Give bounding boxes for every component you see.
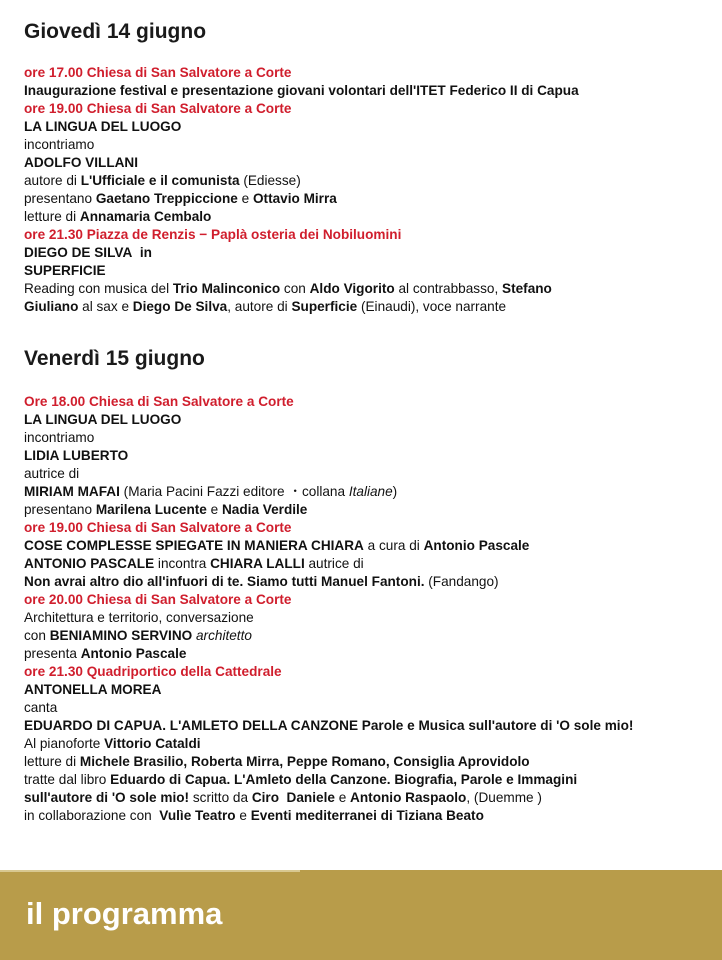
event-line: SUPERFICIE xyxy=(24,263,106,278)
event-time-location: ore 17.00 Chiesa di San Salvatore a Corte xyxy=(24,65,292,80)
event-line: ANTONELLA MOREA xyxy=(24,682,162,697)
event-line: letture di Michele Brasilio, Roberta Mirra, Peppe Romano, Consiglia Aprovidolo xyxy=(24,754,530,769)
event-line: MIRIAM MAFAI (Maria Pacini Fazzi editore ・collana Italiane) xyxy=(24,484,398,499)
event-line: sull'autore di 'O sole mio! scritto da Ciro Daniele e Antonio Raspaolo, (Duemme ) xyxy=(24,790,542,805)
event-line: ANTONIO PASCALE incontra CHIARA LALLI autrice di xyxy=(24,556,364,571)
event-line: Reading con musica del Trio Malinconico con Aldo Vigorito al contrabbasso, Stefano xyxy=(24,281,552,296)
event-time-location: ore 20.00 Chiesa di San Salvatore a Corte xyxy=(24,592,292,607)
event-line: con BENIAMINO SERVINO architetto xyxy=(24,628,252,643)
day-heading-thursday: Giovedì 14 giugno xyxy=(24,20,207,43)
footer-title: il programma xyxy=(26,896,223,931)
event-line: tratte dal libro Eduardo di Capua. L'Amleto della Canzone. Biografia, Parole e Immagini xyxy=(24,772,578,787)
event-time-location: ore 21.30 Quadriportico della Cattedrale xyxy=(24,664,282,679)
event-line: canta xyxy=(24,700,58,715)
footer-divider xyxy=(0,870,300,872)
event-line: incontriamo xyxy=(24,430,95,445)
event-line: ADOLFO VILLANI xyxy=(24,155,139,170)
friday-events xyxy=(24,393,714,825)
event-time-location: ore 19.00 Chiesa di San Salvatore a Corte xyxy=(24,520,292,535)
event-line: presentano Marilena Lucente e Nadia Verdile xyxy=(24,502,308,517)
event-line: letture di Annamaria Cembalo xyxy=(24,209,212,224)
event-line: COSE COMPLESSE SPIEGATE IN MANIERA CHIARA a cura di Antonio Pascale xyxy=(24,538,530,553)
event-line: presentano Gaetano Treppiccione e Ottavio Mirra xyxy=(24,191,337,206)
event-line: presenta Antonio Pascale xyxy=(24,646,187,661)
event-line: incontriamo xyxy=(24,137,95,152)
event-line: DIEGO DE SILVA in xyxy=(24,245,152,260)
event-line: in collaborazione con Vulìe Teatro e Eventi mediterranei di Tiziana Beato xyxy=(24,808,484,823)
footer-banner xyxy=(0,870,722,960)
thursday-events xyxy=(24,64,714,316)
event-line: Non avrai altro dio all'infuori di te. Siamo tutti Manuel Fantoni. (Fandango) xyxy=(24,574,499,589)
event-time-location: ore 21.30 Piazza de Renzis − Paplà osteria dei Nobiluomini xyxy=(24,227,402,242)
event-line: Architettura e territorio, conversazione xyxy=(24,610,254,625)
event-line: Al pianoforte Vittorio Cataldi xyxy=(24,736,201,751)
event-line: autore di L'Ufficiale e il comunista (Ediesse) xyxy=(24,173,301,188)
event-line: EDUARDO DI CAPUA. L'AMLETO DELLA CANZONE Parole e Musica sull'autore di 'O sole mio! xyxy=(24,718,634,733)
event-time-location: Ore 18.00 Chiesa di San Salvatore a Corte xyxy=(24,394,294,409)
event-time-location: ore 19.00 Chiesa di San Salvatore a Corte xyxy=(24,101,292,116)
event-line: Inaugurazione festival e presentazione giovani volontari dell'ITET Federico II di Capua xyxy=(24,83,579,98)
event-line: LA LINGUA DEL LUOGO xyxy=(24,119,182,134)
event-line: autrice di xyxy=(24,466,80,481)
event-line: LA LINGUA DEL LUOGO xyxy=(24,412,182,427)
day-heading-friday: Venerdì 15 giugno xyxy=(24,347,205,370)
event-line: Giuliano al sax e Diego De Silva, autore di Superficie (Einaudi), voce narrante xyxy=(24,299,507,314)
event-line: LIDIA LUBERTO xyxy=(24,448,129,463)
